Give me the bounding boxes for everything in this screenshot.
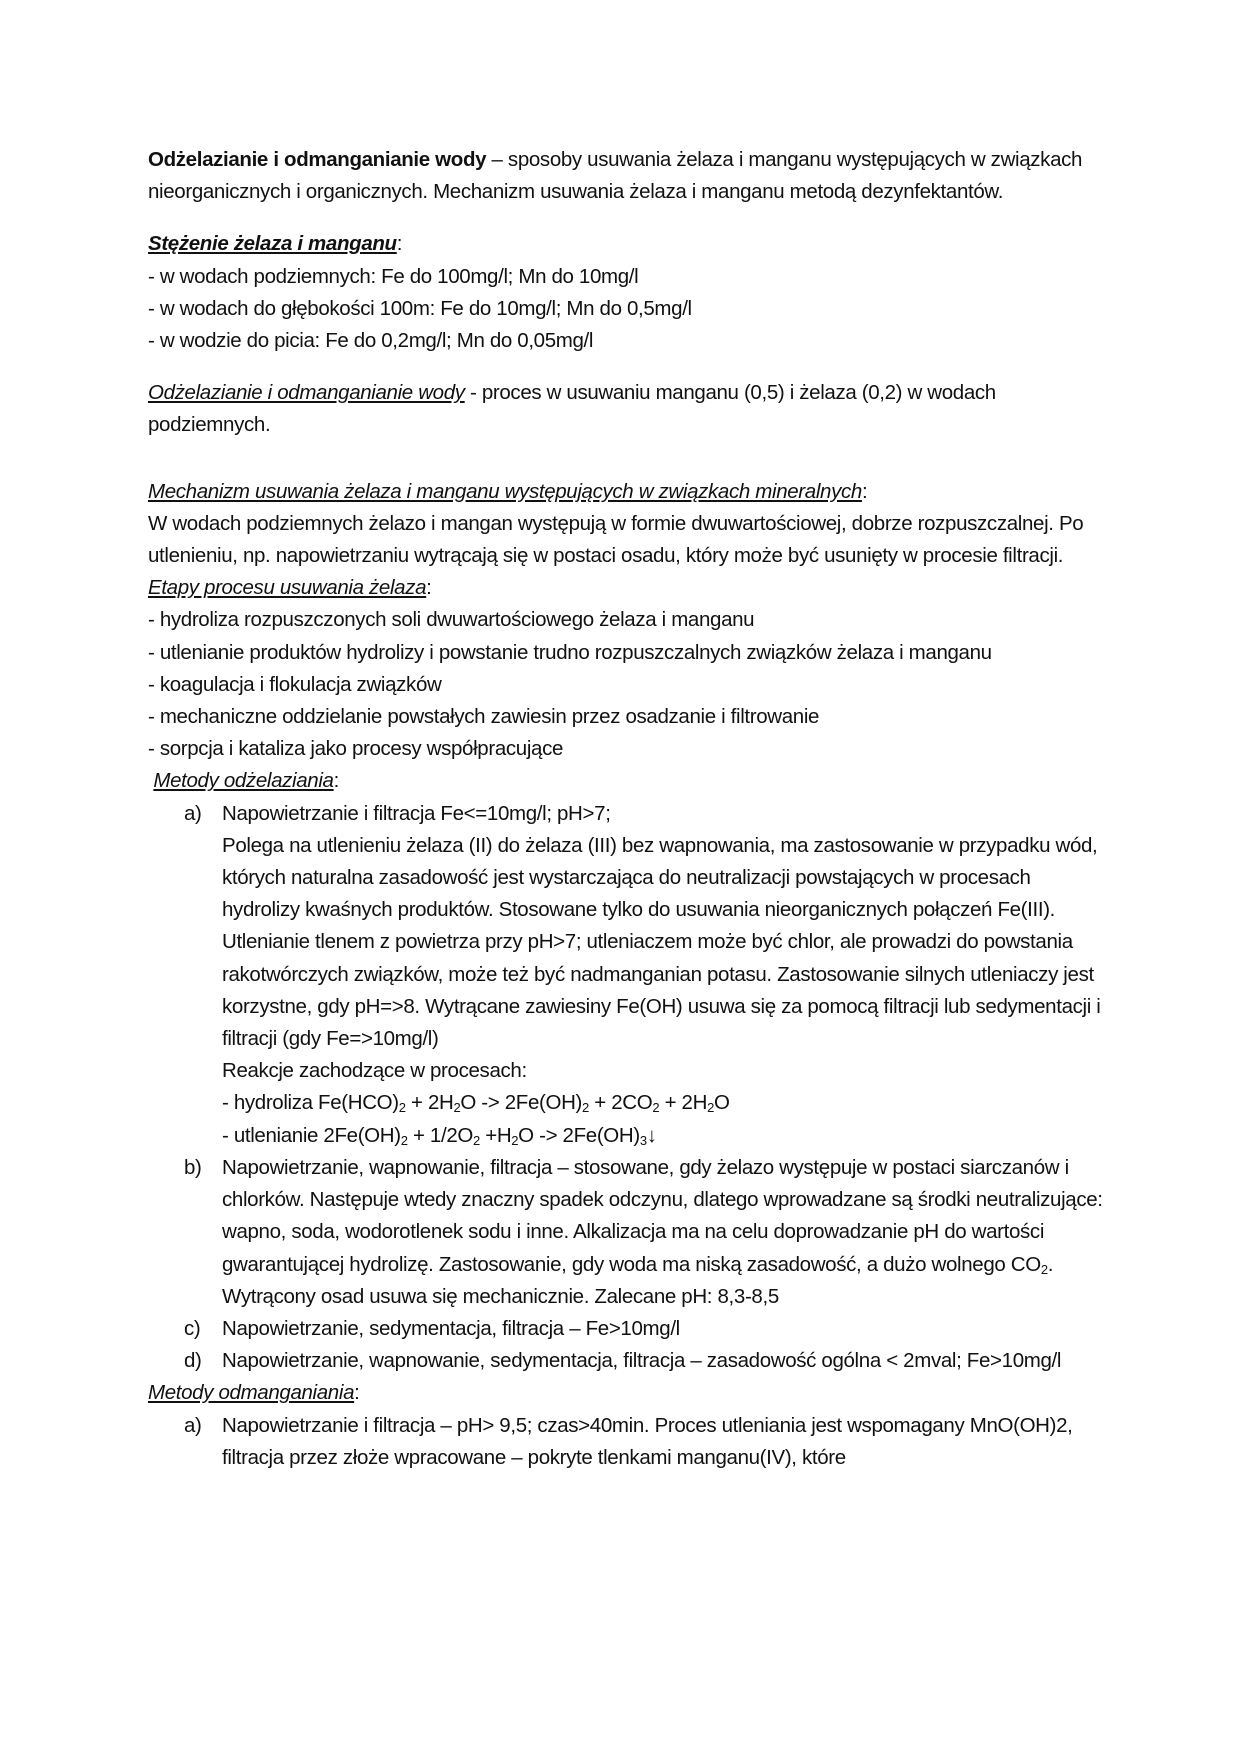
stage-item: - sorpcja i kataliza jako procesy współpracujące [148, 737, 564, 761]
iron-method-c [148, 1313, 1108, 1345]
process-paragraph [148, 377, 1108, 441]
concentration-heading: Stężenie żelaza i manganu: [148, 232, 403, 256]
iron-method-d [148, 1345, 1108, 1377]
iron-method-a-title: Napowietrzanie i filtracja Fe<=10mg/l; pH>7; [222, 801, 611, 825]
intro-text: – sposoby usuwania żelaza i manganu występujących w związkach nieorganicznych i organicznych. Mechanizm usuwania żelaza i manganu metodą dezynfektantów. [148, 148, 1083, 204]
stage-item: - hydroliza rozpuszczonych soli dwuwartościowego żelaza i manganu [148, 608, 755, 632]
document-page [148, 144, 1108, 1474]
stages-heading: Etapy procesu usuwania żelaza: [148, 576, 432, 600]
manganese-methods-heading-text: Metody odmanganiania [148, 1381, 355, 1405]
iron-method-b-text: Napowietrzanie, wapnowanie, filtracja – stosowane, gdy żelazo występuje w postaci siarczanów i chlorków. Następuje wtedy znaczny spadek odczynu, dlatego wprowadzane są środki neutralizujące: wapno, soda, wodorotlenek sodu i inne. Alkalizacja ma na celu doprowadzanie pH do wartości gwarantującej hydrolizę. Zastosowanie, gdy woda ma niską zasadowość, a dużo wolnego $CO_2$. Wytrącony osad usuwa się mechanicznie. Zalecane pH: 8,3-8,5 [222, 1155, 1103, 1308]
reactions-label: Reakcje zachodzące w procesach: [222, 1059, 527, 1083]
reaction-hydrolysis: - hydroliza $Fe(HCO)_2 + 2H_2O -> 2Fe(OH)_2 + 2CO_2 + 2H_2O$ [222, 1091, 730, 1116]
stages-heading-text: Etapy procesu usuwania żelaza [148, 576, 427, 600]
iron-method-b [148, 1152, 1108, 1313]
iron-methods-heading: Metody odżelaziania: [153, 769, 339, 793]
concentration-item: - w wodach podziemnych: Fe do 100mg/l; Mn do 10mg/l [148, 264, 639, 288]
concentration-item: - w wodzie do picia: Fe do 0,2mg/l; Mn do 0,05mg/l [148, 329, 594, 353]
concentration-heading-text: Stężenie żelaza i manganu [148, 232, 397, 256]
stage-item: - koagulacja i flokulacja związków [148, 672, 442, 696]
iron-method-a [148, 798, 1108, 1152]
mechanism-text: W wodach podziemnych żelazo i mangan występują w formie dwuwartościowej, dobrze rozpuszczalnej. Po utlenieniu, np. napowietrzaniu wytrącają się w postaci osadu, który może być usunięty w procesie filtracji. [148, 511, 1084, 568]
intro-paragraph [148, 144, 1108, 208]
list-marker: a) [184, 801, 202, 825]
mechanism-heading: Mechanizm usuwania żelaza i manganu występujących w związkach mineralnych: [148, 479, 868, 503]
down-arrow-icon: ↓ [646, 1123, 657, 1147]
mechanism-heading-text: Mechanizm usuwania żelaza i manganu występujących w związkach mineralnych [148, 479, 862, 503]
reaction-oxidation: - utlenianie $2Fe(OH)_2 + 1/2O_2 +H_2O$ -> $2Fe(OH)_3↓$ [222, 1123, 657, 1148]
concentration-item: - w wodach do głębokości 100m: Fe do 10mg/l; Mn do 0,5mg/l [148, 296, 692, 320]
manganese-method-a [148, 1410, 1108, 1474]
process-text: - proces w usuwaniu manganu (0,5) i żelaza (0,2) w wodach podziemnych. [148, 381, 996, 437]
list-marker: c) [184, 1316, 201, 1340]
list-marker: a) [184, 1413, 202, 1437]
iron-method-c-text: Napowietrzanie, sedymentacja, filtracja – Fe>10mg/l [222, 1316, 680, 1340]
list-marker: d) [184, 1349, 202, 1373]
stage-item: - mechaniczne oddzielanie powstałych zawiesin przez osadzanie i filtrowanie [148, 705, 820, 729]
list-marker: b) [184, 1155, 202, 1179]
manganese-method-a-text: Napowietrzanie i filtracja – pH> 9,5; czas>40min. Proces utleniania jest wspomagany MnO(OH)2, filtracja przez złoże wpracowane – pokryte tlenkami manganu(IV), które [222, 1413, 1073, 1469]
process-heading: Odżelazianie i odmanganianie wody [148, 381, 465, 405]
iron-methods-heading-text: Metody odżelaziania [153, 769, 334, 793]
iron-method-d-text: Napowietrzanie, wapnowanie, sedymentacja, filtracja – zasadowość ogólna < 2mval; Fe>10mg/l [222, 1349, 1062, 1373]
intro-title: Odżelazianie i odmanganianie wody [148, 148, 487, 171]
iron-method-a-text: Polega na utlenieniu żelaza (II) do żelaza (III) bez wapnowania, ma zastosowanie w przypadku wód, których naturalna zasadowość jest wystarczająca do neutralizacji powstających w procesach hydrolizy kwaśnych produktów. Stosowane tylko do usuwania nieorganicznych połączeń Fe(III). Utlenianie tlenem z powietrza przy pH>7; utleniaczem może być chlor, ale prowadzi do powstania rakotwórczych związków, może też być nadmanganian potasu. Zastosowanie silnych utleniaczy jest korzystne, gdy pH=>8. Wytrącane zawiesiny Fe(OH) usuwa się za pomocą filtracji lub sedymentacji i filtracji (gdy Fe=>10mg/l) [222, 833, 1101, 1051]
manganese-methods-heading: Metody odmanganiania: [148, 1381, 360, 1405]
stage-item: - utlenianie produktów hydrolizy i powstanie trudno rozpuszczalnych związków żelaza i manganu [148, 640, 992, 664]
